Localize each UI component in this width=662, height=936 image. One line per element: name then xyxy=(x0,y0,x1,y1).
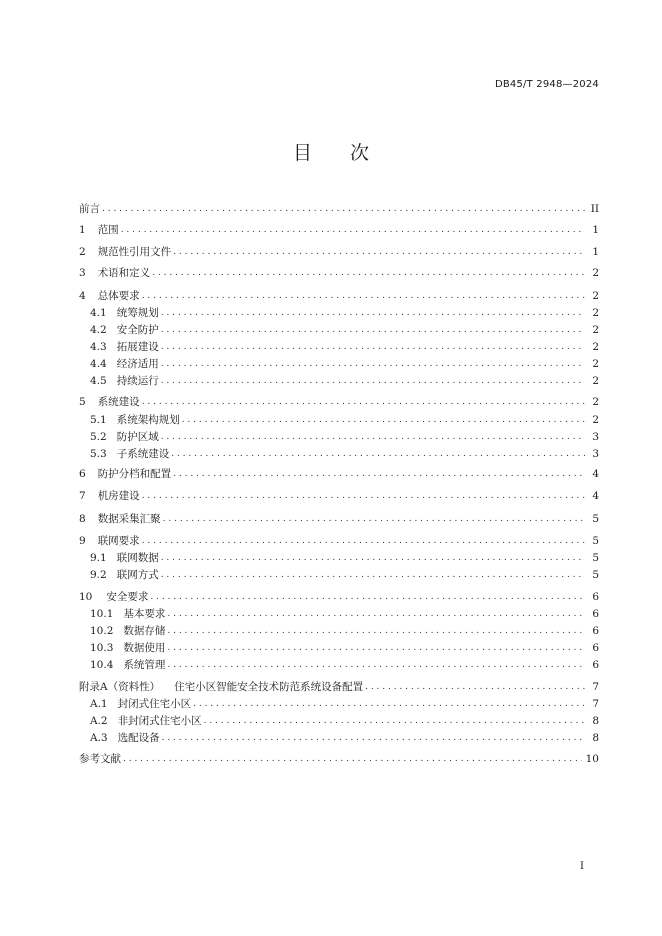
toc-leader-dots xyxy=(152,267,585,281)
toc-entry-title: 非封闭式住宅小区 xyxy=(117,715,202,727)
document-code: DB45/T 2948—2024 xyxy=(494,79,599,90)
toc-entry-number: 5.3 xyxy=(90,448,107,460)
toc-page-number: 4 xyxy=(592,468,599,480)
toc-entry-title: 安全防护 xyxy=(116,324,159,336)
toc-entry-label xyxy=(79,223,121,238)
toc-page-number: 5 xyxy=(592,535,599,547)
toc-entry[interactable] xyxy=(79,489,599,504)
toc-page-number: 6 xyxy=(592,625,599,637)
toc-entry-label xyxy=(90,374,161,389)
toc-entry-title: 持续运行 xyxy=(116,375,159,387)
toc-entry-label xyxy=(90,340,161,355)
toc-leader-dots xyxy=(182,414,585,428)
toc-leader-dots xyxy=(161,569,585,583)
toc-subentry[interactable] xyxy=(90,714,599,729)
toc-entry-title: 系统管理 xyxy=(123,659,166,671)
toc-entry-title: 机房建设 xyxy=(97,490,140,502)
toc-entry[interactable] xyxy=(79,512,599,527)
toc-leader-dots xyxy=(167,659,585,673)
toc-entry[interactable] xyxy=(79,289,599,304)
toc-entry[interactable] xyxy=(79,467,599,482)
toc-entry-number: 4.2 xyxy=(90,324,107,336)
toc-leader-dots xyxy=(163,513,585,527)
toc-subentry[interactable] xyxy=(90,413,599,428)
toc-subentry[interactable] xyxy=(90,697,599,712)
toc-leader-dots xyxy=(161,358,585,372)
toc-entry-title: 前言 xyxy=(79,203,100,215)
toc-entry-label xyxy=(90,357,161,372)
toc-entry-title: 系统架构规划 xyxy=(116,414,180,426)
toc-entry[interactable] xyxy=(79,223,599,238)
toc-page-number: 2 xyxy=(592,324,599,336)
toc-page-number: 10 xyxy=(585,753,599,765)
toc-page-number: 7 xyxy=(592,698,599,710)
toc-leader-dots xyxy=(162,732,585,746)
toc-page-number: 2 xyxy=(592,396,599,408)
toc-entry-title: 数据存储 xyxy=(123,625,166,637)
toc-page-number: 8 xyxy=(592,715,599,727)
toc-entry-title: 经济适用 xyxy=(116,358,159,370)
toc-page-number: 8 xyxy=(592,732,599,744)
toc-entry-title: 总体要求 xyxy=(97,290,140,302)
toc-leader-dots xyxy=(142,535,585,549)
toc-entry[interactable] xyxy=(79,590,599,605)
toc-subentry[interactable] xyxy=(90,607,599,622)
toc-page-number: 6 xyxy=(592,608,599,620)
toc-entry-title: 拓展建设 xyxy=(116,341,159,353)
toc-entry-title: 子系统建设 xyxy=(116,448,170,460)
toc-entry[interactable] xyxy=(79,534,599,549)
toc-entry[interactable] xyxy=(79,266,599,281)
toc-entry-title: 选配设备 xyxy=(117,732,160,744)
toc-entry-number: 1 xyxy=(79,224,86,236)
toc-entry-number: 9.2 xyxy=(90,569,107,581)
toc-page-number: 6 xyxy=(592,642,599,654)
toc-entry-number: 附录A（资料性） xyxy=(79,681,161,693)
toc-entry-title: 规范性引用文件 xyxy=(97,246,172,258)
toc-leader-dots xyxy=(167,625,585,639)
toc-entry-label xyxy=(79,590,150,605)
toc-entry-title: 联网方式 xyxy=(116,569,159,581)
toc-entry-number: A.1 xyxy=(90,698,108,710)
toc-leader-dots xyxy=(121,224,585,238)
toc-entry-label xyxy=(90,551,161,566)
toc-leader-dots xyxy=(167,608,585,622)
toc-subentry[interactable] xyxy=(90,624,599,639)
toc-page-number: 2 xyxy=(592,267,599,279)
toc-entry-label xyxy=(90,714,204,729)
toc-entry-label xyxy=(90,568,161,583)
toc-entry-title: 安全要求 xyxy=(106,591,149,603)
toc-entry-label xyxy=(79,752,123,767)
toc-page-number: 2 xyxy=(592,358,599,370)
toc-page-number: 1 xyxy=(592,224,599,236)
toc-entry-number: 5.1 xyxy=(90,414,107,426)
toc-leader-dots xyxy=(173,246,585,260)
toc-leader-dots xyxy=(365,681,585,695)
toc-entry[interactable] xyxy=(79,202,599,217)
toc-entry-number: 4.5 xyxy=(90,375,107,387)
toc-leader-dots xyxy=(123,753,582,767)
toc-leader-dots xyxy=(161,552,585,566)
toc-entry-title: 术语和定义 xyxy=(97,267,151,279)
toc-entry-title: 防护分档和配置 xyxy=(97,468,172,480)
toc-entry-number: A.3 xyxy=(90,732,108,744)
toc-entry-label xyxy=(90,731,162,746)
toc-entry-number: 10.2 xyxy=(90,625,114,637)
toc-entry-number: 9.1 xyxy=(90,552,107,564)
toc-entry-title: 数据使用 xyxy=(123,642,166,654)
toc-page-number: II xyxy=(590,203,599,215)
toc-page-number: 5 xyxy=(592,552,599,564)
toc-page-number: 7 xyxy=(592,681,599,693)
toc-entry-number: 4.3 xyxy=(90,341,107,353)
toc-leader-dots xyxy=(161,341,585,355)
toc-entry-number: 5 xyxy=(79,396,86,408)
toc-entry-label xyxy=(90,430,161,445)
toc-entry-label xyxy=(79,680,365,695)
toc-entry-number: 8 xyxy=(79,513,86,525)
toc-entry-title: 数据采集汇聚 xyxy=(97,513,161,525)
toc-subentry[interactable] xyxy=(90,323,599,338)
toc-entry-number: 9 xyxy=(79,535,86,547)
toc-entry-title: 范围 xyxy=(97,224,119,236)
toc-subentry[interactable] xyxy=(90,731,599,746)
toc-entry-number: 10.1 xyxy=(90,608,114,620)
toc-leader-dots xyxy=(142,290,585,304)
toc-subentry[interactable] xyxy=(90,641,599,656)
toc-leader-dots xyxy=(161,324,585,338)
page-number: I xyxy=(580,861,584,872)
toc-entry-number: 4.1 xyxy=(90,307,107,319)
toc-leader-dots xyxy=(167,642,585,656)
toc-subentry[interactable] xyxy=(90,340,599,355)
toc-leader-dots xyxy=(142,490,585,504)
toc-page-number: 5 xyxy=(592,513,599,525)
toc-entry-number: 7 xyxy=(79,490,86,502)
toc-subentry[interactable] xyxy=(90,306,599,321)
toc-leader-dots xyxy=(161,375,585,389)
toc-entry-label xyxy=(90,697,193,712)
toc-entry-label xyxy=(90,658,167,673)
toc-entry[interactable] xyxy=(79,395,599,410)
toc-entry-label xyxy=(90,624,167,639)
toc-page-number: 4 xyxy=(592,490,599,502)
toc-leader-dots xyxy=(161,307,585,321)
toc-page-number: 2 xyxy=(592,341,599,353)
toc-page-number: 2 xyxy=(592,375,599,387)
toc-entry-label xyxy=(90,413,182,428)
toc-leader-dots xyxy=(161,431,585,445)
toc-entry[interactable] xyxy=(79,680,599,695)
toc-page-number: 1 xyxy=(592,246,599,258)
toc-entry-label xyxy=(90,607,167,622)
toc-leader-dots xyxy=(193,698,585,712)
toc-entry-label xyxy=(79,467,173,482)
toc-entry-number: 10 xyxy=(79,591,93,603)
toc-entry-title: 防护区域 xyxy=(116,431,159,443)
toc-entry-label xyxy=(90,323,161,338)
toc-entry-title: 系统建设 xyxy=(97,396,140,408)
toc-leader-dots xyxy=(204,715,585,729)
toc-page-number: 3 xyxy=(592,431,599,443)
toc-page-number: 2 xyxy=(592,414,599,426)
toc-subentry[interactable] xyxy=(90,447,599,462)
toc-entry-label xyxy=(79,245,173,260)
toc-entry-label xyxy=(90,306,161,321)
toc-subentry[interactable] xyxy=(90,374,599,389)
toc-subentry[interactable] xyxy=(90,658,599,673)
toc-leader-dots xyxy=(102,203,585,217)
page-title: 目 次 xyxy=(292,142,369,164)
toc-entry-number: A.2 xyxy=(90,715,108,727)
toc-subentry[interactable] xyxy=(90,430,599,445)
toc-entry-label xyxy=(79,202,102,217)
toc-entry[interactable] xyxy=(79,245,599,260)
toc-entry-label xyxy=(79,489,142,504)
toc-leader-dots xyxy=(142,396,585,410)
toc-entry-label xyxy=(79,534,142,549)
toc-entry-number: 4.4 xyxy=(90,358,107,370)
toc-entry-title: 基本要求 xyxy=(123,608,166,620)
toc-entry-label xyxy=(79,512,163,527)
toc-entry-title: 联网数据 xyxy=(116,552,159,564)
toc-entry-number: 10.4 xyxy=(90,659,114,671)
toc-entry-title: 封闭式住宅小区 xyxy=(117,698,192,710)
toc-entry-label xyxy=(79,395,142,410)
toc-page-number: 2 xyxy=(592,290,599,302)
toc-page-number: 3 xyxy=(592,448,599,460)
toc-entry-number: 6 xyxy=(79,468,86,480)
toc-entry-title: 住宅小区智能安全技术防范系统设备配置 xyxy=(174,681,364,693)
toc-entry-title: 统筹规划 xyxy=(116,307,159,319)
toc-entry-number: 5.2 xyxy=(90,431,107,443)
toc-page-number: 6 xyxy=(592,659,599,671)
toc-leader-dots xyxy=(171,448,585,462)
toc-subentry[interactable] xyxy=(90,357,599,372)
toc-entry-label xyxy=(90,641,167,656)
toc-page-number: 2 xyxy=(592,307,599,319)
toc-entry-number: 4 xyxy=(79,290,86,302)
toc-leader-dots xyxy=(150,591,585,605)
toc-entry-number: 3 xyxy=(79,267,86,279)
toc-entry-label xyxy=(90,447,171,462)
toc-entry[interactable] xyxy=(79,752,599,767)
toc-entry-title: 联网要求 xyxy=(97,535,140,547)
toc-entry-label xyxy=(79,266,152,281)
toc-entry-number: 10.3 xyxy=(90,642,114,654)
toc-subentry[interactable] xyxy=(90,568,599,583)
toc-leader-dots xyxy=(173,468,585,482)
toc-entry-label xyxy=(79,289,142,304)
toc-page-number: 5 xyxy=(592,569,599,581)
toc-entry-number: 2 xyxy=(79,246,86,258)
toc-subentry[interactable] xyxy=(90,551,599,566)
toc-entry-title: 参考文献 xyxy=(79,753,121,765)
toc-page-number: 6 xyxy=(592,591,599,603)
